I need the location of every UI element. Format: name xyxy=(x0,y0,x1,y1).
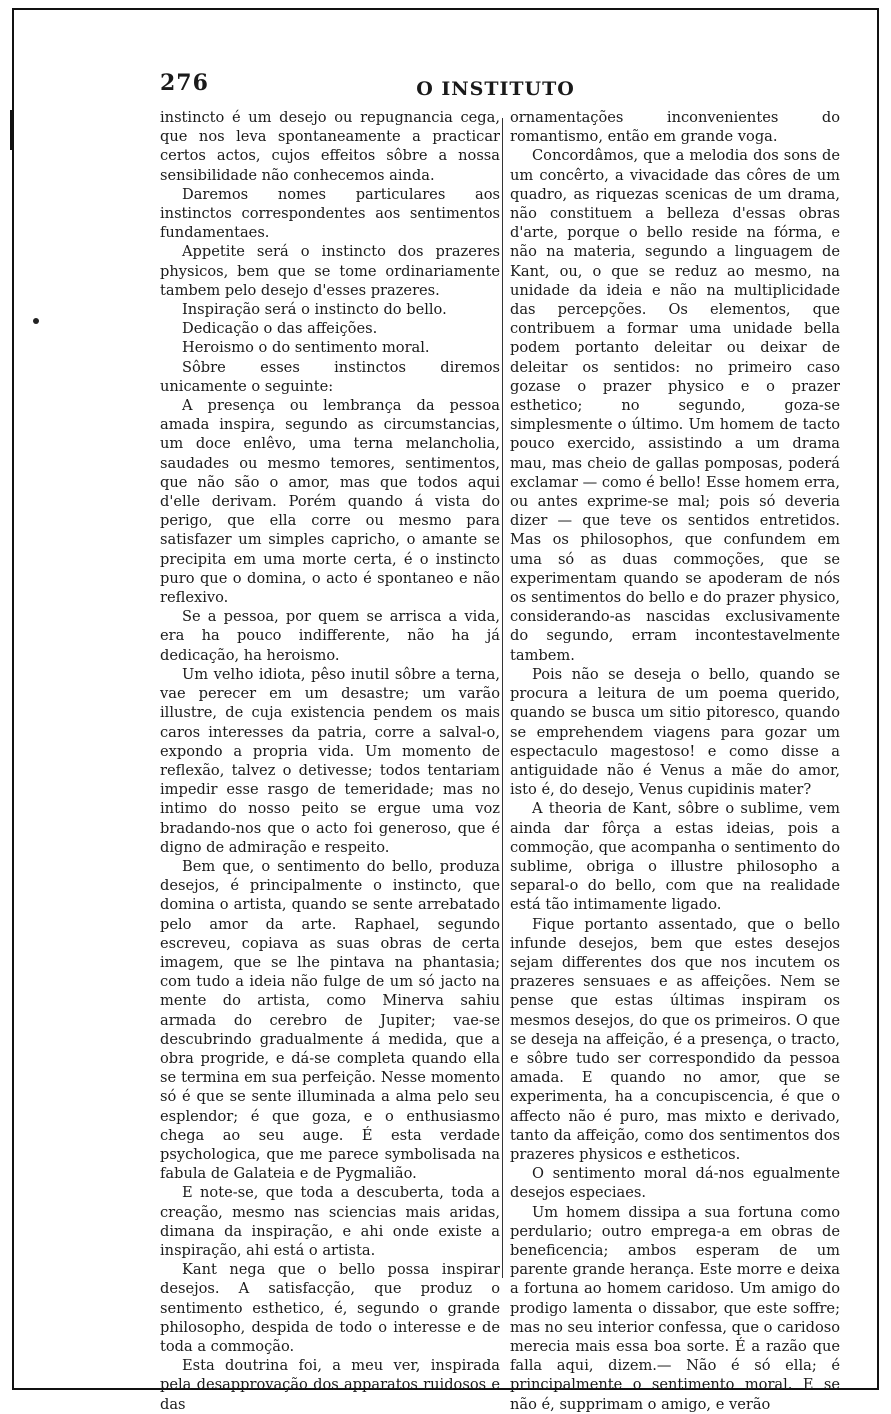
page-number: 276 xyxy=(160,70,209,96)
paragraph: Concordâmos, que a melodia dos sons de um concêrto, a vivacidade das côres de um quadro, as riquezas scenicas de um drama, não constituem a belleza d'essas obras d'arte, porque o bello reside na fórma, e não na materia, segundo a linguagem de Kant, ou, o que se reduz ao mesmo, na unidade da ideia e não na multiplicidade das percepções. Os elementos, que contribuem a formar uma unidade bella podem portanto deleitar ou deixar de deleitar os sentidos: no primeiro caso gozase o prazer physico e o prazer esthetico; no segundo, goza-se simplesmente o último. Um homem de tacto pouco exercido, assistindo a um drama mau, mas cheio de gallas pomposas, poderá exclamar — como é bello! Esse homem erra, ou antes exprime-se mal; pois só deveria dizer — que teve os sentidos entretidos. Mas os philosophos, que confundem em uma só as duas commoções, que se experimentam quando se apoderam de nós os sentimentos do bello e do prazer physico, considerando-as nascidas exclusivamente do segundo, erram incontestavelmente tambem. xyxy=(510,147,840,664)
paragraph: Fique portanto assentado, que o bello infunde desejos, bem que estes desejos sejam differentes dos que nos incutem os prazeres sensuaes e as affeições. Nem se pense que estas últimas inspiram os mesmos desejos, do que os primeiros. O que se deseja na affeição, é a presença, o tracto, e sôbre tudo ser correspondido da pessoa amada. E quando no amor, que se experimenta, ha a concupiscencia, é que o affecto não é puro, mas mixto e derivado, tanto da affeição, como dos sentimentos dos prazeres physicos e estheticos. xyxy=(510,915,840,1163)
running-title: O INSTITUTO xyxy=(416,78,575,100)
paragraph: Inspiração será o instincto do bello. xyxy=(182,301,447,319)
paragraph: Se a pessoa, por quem se arrisca a vida, era ha pouco indifferente, não ha já dedicação, ha heroismo. xyxy=(160,608,500,664)
paragraph: Sôbre esses instinctos diremos unicamente o seguinte: xyxy=(160,358,500,395)
paragraph: Bem que, o sentimento do bello, produza desejos, é principalmente o instincto, que domina o artista, quando se sente arrebatado pelo amor da arte. Raphael, segundo escreveu, copiava as suas obras de certa imagem, que se lhe pintava na phantasia; com tudo a ideia não fulge de um só jacto na mente do artista, como Minerva sahiu armada do cerebro de Jupiter; vae-se descubrindo gradualmente á medida, que a obra progride, e dá-se completa quando ella se termina em sua perfeição. Nesse momento só é que se sente illuminada a alma pelo seu esplendor; é que goza, e o enthusiasmo chega ao seu auge. É esta verdade psychologica, que me parece symbolisada na fabula de Galateia e de Pygmalião. xyxy=(160,857,500,1183)
paragraph: Daremos nomes particulares aos instinctos correspondentes aos sentimentos fundamentaes. xyxy=(160,185,500,242)
paragraph: A presença ou lembrança da pessoa amada inspira, segundo as circumstancias, um doce enlêvo, uma terna melancholia, saudades ou mesmo temores, sentimentos, que não são o amor, mas que todos aqui d'elle derivam. Porém quando á vista do perigo, que ella corre ou mesmo para satisfazer um simples capricho, o amante se precipita em uma morte certa, é o instincto puro que o domina, o acto é spontaneo e não reflexivo. xyxy=(160,397,500,607)
right-column xyxy=(510,108,840,1414)
paragraph: ornamentações inconvenientes do romantismo, então em grande voga. xyxy=(510,109,840,146)
paragraph: instincto é um desejo ou repugnancia cega, que nos leva spontaneamente a practicar certos actos, cujos effeitos sôbre a nossa sensibilidade não conhecemos ainda. xyxy=(160,109,500,184)
paragraph: Pois não se deseja o bello, quando se procura a leitura de um poema querido, quando se busca um sitio pitoresco, quando se emprehendem viagens para gozar um espectaculo magestoso! e como disse a antiguidade não é Venus a mãe do amor, isto é, do desejo, Venus cupidinis mater? xyxy=(510,665,840,799)
paragraph: Um homem dissipa a sua fortuna como perdulario; outro emprega-a em obras de beneficencia; ambos esperam de um parente grande herança. Este morre e deixa a fortuna ao homem caridoso. Um amigo do prodigo lamenta o dissabor, que este soffre; mas no seu interior confessa, que o caridoso merecia mais essa boa sorte. É a razão que falla aqui, dizem.— Não é só ella; é principalmente o sentimento moral. E se não é, supprimam o amigo, e verão xyxy=(510,1203,840,1413)
paragraph: Kant nega que o bello possa inspirar desejos. A satisfacção, que produz o sentimento esthetico, é, segundo o grande philosopho, despida de todo o interesse e de toda a commoção. xyxy=(160,1261,500,1355)
left-column xyxy=(160,108,500,1414)
paragraph: Heroismo o do sentimento moral. xyxy=(182,339,430,357)
paragraph: Dedicação o das affeições. xyxy=(182,320,378,338)
paragraph: E note-se, que toda a descuberta, toda a creação, mesmo nas sciencias mais aridas, dimana da inspiração, e ahi onde existe a inspiração, ahi está o artista. xyxy=(160,1184,500,1259)
paragraph: A theoria de Kant, sôbre o sublime, vem ainda dar fôrça a estas ideias, pois a commoção, que acompanha o sentimento do sublime, obriga o illustre philosopho a separal-o do bello, com que na realidade está tão intimamente ligado. xyxy=(510,800,840,914)
column-divider xyxy=(502,118,503,1278)
binding-edge-mark xyxy=(10,110,14,150)
paragraph: Um velho idiota, pêso inutil sôbre a terna, vae perecer em um desastre; um varão illustre, de cuja existencia pendem os mais caros interesses da patria, corre a salval-o, expondo a propria vida. Um momento de reflexão, talvez o detivesse; todos tentariam impedir esse rasgo de temeridade; mas no intimo do nosso peito se ergue uma voz bradando-nos que o acto foi generoso, que é digno de admiração e respeito. xyxy=(160,665,500,856)
paragraph: Esta doutrina foi, a meu ver, inspirada pela desapprovação dos apparatos ruidosos e das xyxy=(160,1357,500,1413)
margin-dot xyxy=(33,318,39,324)
paragraph: Appetite será o instincto dos prazeres physicos, bem que se tome ordinariamente tambem pelo desejo d'esses prazeres. xyxy=(160,243,500,299)
paragraph: O sentimento moral dá-nos egualmente desejos especiaes. xyxy=(510,1165,840,1202)
